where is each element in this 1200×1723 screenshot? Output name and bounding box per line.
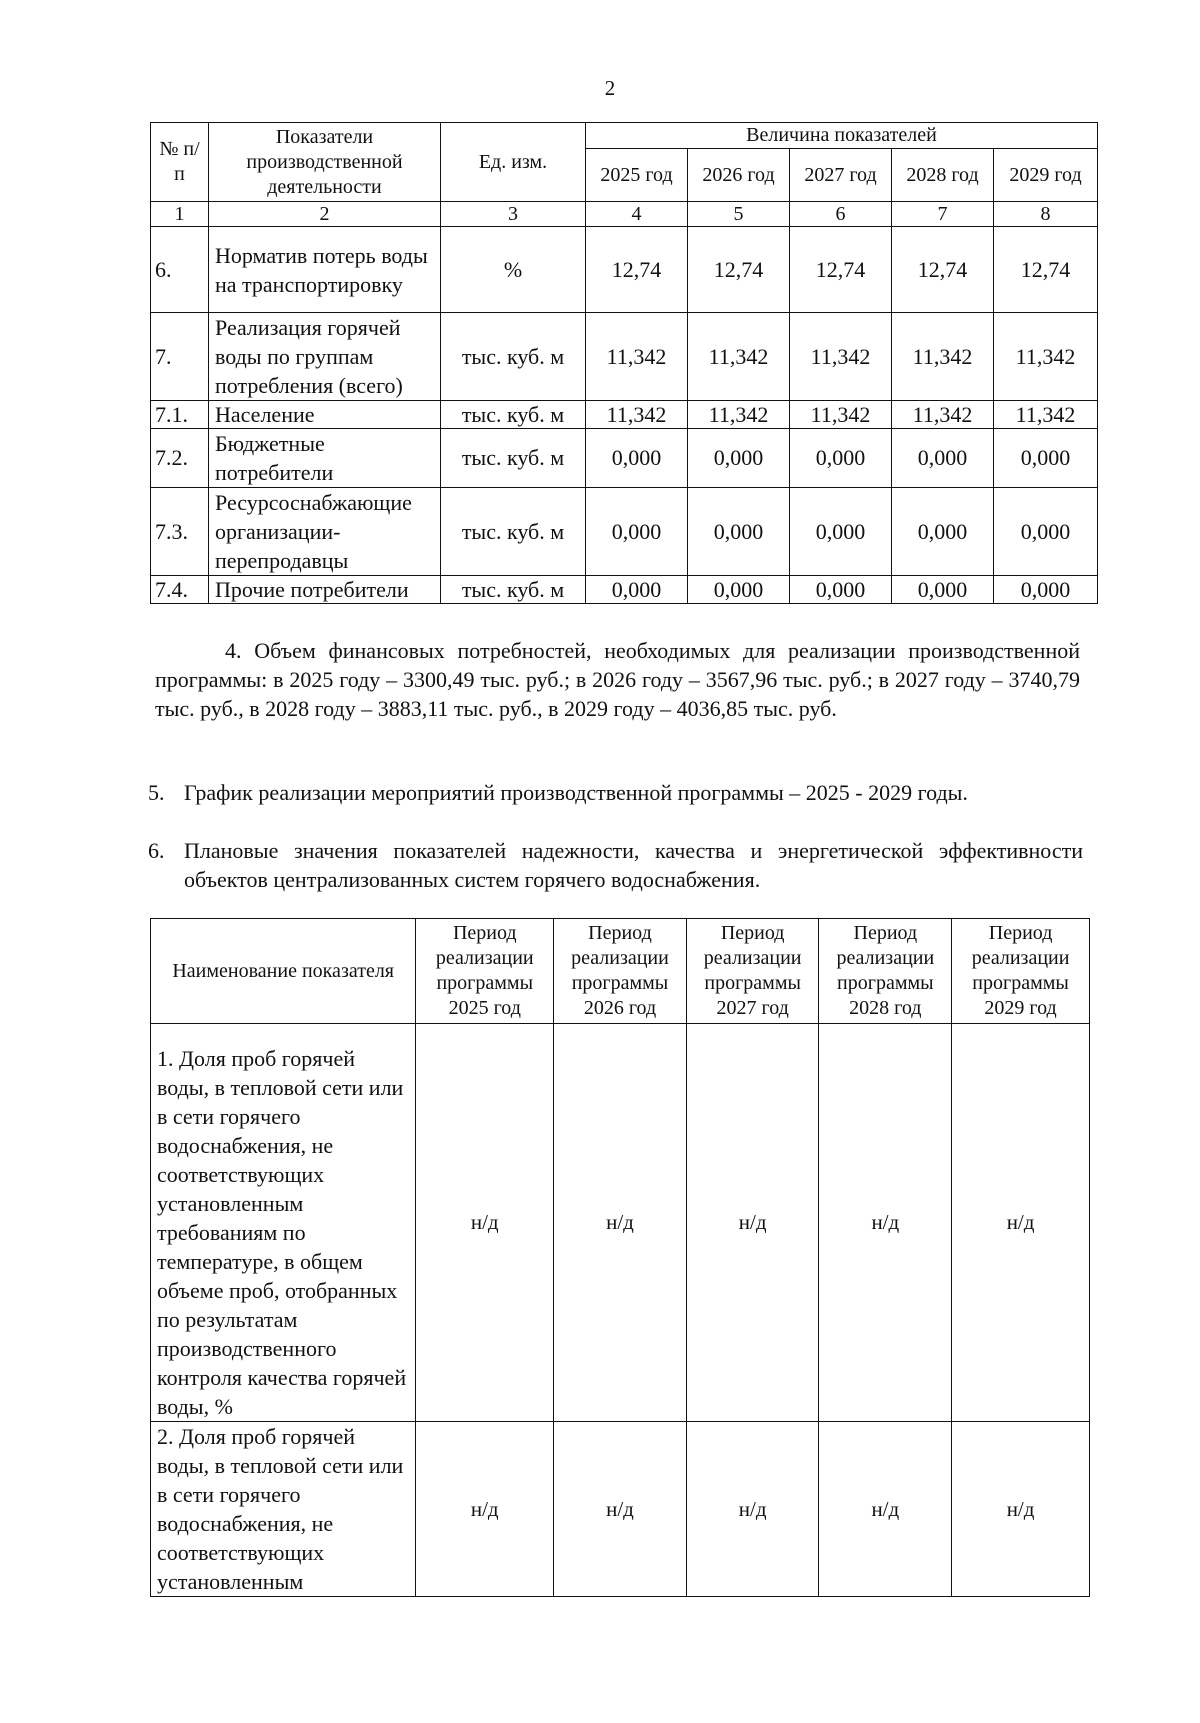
header-indicator: Показатели производственной деятельности (209, 123, 441, 202)
header-period: Период реализации программы 2029 год (952, 919, 1090, 1024)
row-value: 12,74 (790, 227, 892, 313)
production-indicators-table (150, 122, 1098, 604)
header-year: 2025 год (586, 149, 688, 202)
paragraph-planned-values (148, 836, 1083, 894)
row-number: 7. (151, 313, 209, 401)
header-indicator-name: Наименование показателя (151, 919, 416, 1024)
row-number: 7.2. (151, 429, 209, 488)
header-value-group: Величина показателей (586, 123, 1098, 149)
row-value: 0,000 (586, 429, 688, 488)
item-number: 6. (148, 838, 165, 863)
row-value: н/д (416, 1422, 554, 1597)
header-period: Период реализации программы 2026 год (554, 919, 687, 1024)
row-value: н/д (952, 1024, 1090, 1422)
table-row (151, 401, 1098, 429)
reliability-indicators-table (150, 918, 1090, 1597)
row-value: 0,000 (994, 429, 1098, 488)
row-value: 11,342 (688, 401, 790, 429)
table-header-row (151, 123, 1098, 149)
row-value: 0,000 (586, 576, 688, 604)
table-row (151, 227, 1098, 313)
row-unit: тыс. куб. м (441, 313, 586, 401)
row-number: 7.1. (151, 401, 209, 429)
row-value: 11,342 (688, 313, 790, 401)
row-value: 11,342 (586, 401, 688, 429)
row-value: 0,000 (790, 488, 892, 576)
column-number: 8 (994, 202, 1098, 227)
header-year: 2027 год (790, 149, 892, 202)
row-value: н/д (819, 1024, 952, 1422)
paragraph-financial-needs: 4. Объем финансовых потребностей, необходимых для реализации производственной программы: в 2025 году – 3300,49 тыс. руб.; в 2026 году – 3567,96 тыс. руб.; в 2027 году – 3740,79 тыс. руб., в 2028 году – 3883,11 тыс. руб., в 2029 году – 4036,85 тыс. руб. (155, 638, 1080, 721)
row-value: 0,000 (790, 576, 892, 604)
column-number: 1 (151, 202, 209, 227)
header-period: Период реализации программы 2027 год (686, 919, 819, 1024)
header-num: № п/п (151, 123, 209, 202)
row-value: 0,000 (892, 429, 994, 488)
row-value: 11,342 (994, 313, 1098, 401)
row-unit: % (441, 227, 586, 313)
item-text: График реализации мероприятий производственной программы – 2025 - 2029 годы. (184, 780, 968, 805)
row-value: 12,74 (586, 227, 688, 313)
row-number: 7.4. (151, 576, 209, 604)
column-number: 3 (441, 202, 586, 227)
header-year: 2028 год (892, 149, 994, 202)
row-value: 0,000 (688, 488, 790, 576)
column-number: 5 (688, 202, 790, 227)
row-unit: тыс. куб. м (441, 488, 586, 576)
row-value: 0,000 (994, 488, 1098, 576)
row-value: 12,74 (892, 227, 994, 313)
row-name: Прочие потребители (209, 576, 441, 604)
row-value: н/д (952, 1422, 1090, 1597)
row-value: 12,74 (688, 227, 790, 313)
row-value: 11,342 (790, 313, 892, 401)
row-name: Реализация горячей воды по группам потребления (всего) (209, 313, 441, 401)
row-name: 2. Доля проб горячей воды, в тепловой сети или в сети горячего водоснабжения, не соответствующих установленным (151, 1422, 416, 1597)
header-year: 2029 год (994, 149, 1098, 202)
row-value: 0,000 (688, 429, 790, 488)
row-value: 0,000 (892, 576, 994, 604)
paragraph-schedule (148, 778, 1083, 807)
row-value: н/д (686, 1024, 819, 1422)
column-number: 2 (209, 202, 441, 227)
table-row (151, 1422, 1090, 1597)
header-period: Период реализации программы 2025 год (416, 919, 554, 1024)
row-value: н/д (416, 1024, 554, 1422)
table-row (151, 313, 1098, 401)
header-period: Период реализации программы 2028 год (819, 919, 952, 1024)
row-value: 11,342 (586, 313, 688, 401)
row-value: 11,342 (790, 401, 892, 429)
row-value: н/д (819, 1422, 952, 1597)
row-number: 7.3. (151, 488, 209, 576)
row-name: 1. Доля проб горячей воды, в тепловой сети или в сети горячего водоснабжения, не соответствующих установленным требованиям по температуре, в общем объеме проб, отобранных по результатам производственного контроля качества горячей воды, % (151, 1024, 416, 1422)
row-value: 0,000 (892, 488, 994, 576)
column-number: 6 (790, 202, 892, 227)
table-row (151, 1024, 1090, 1422)
column-number-row (151, 202, 1098, 227)
row-value: 0,000 (688, 576, 790, 604)
row-value: 0,000 (586, 488, 688, 576)
header-year: 2026 год (688, 149, 790, 202)
row-value: 11,342 (892, 313, 994, 401)
row-name: Население (209, 401, 441, 429)
row-name: Бюджетные потребители (209, 429, 441, 488)
row-number: 6. (151, 227, 209, 313)
row-unit: тыс. куб. м (441, 429, 586, 488)
row-value: 0,000 (790, 429, 892, 488)
row-value: н/д (686, 1422, 819, 1597)
row-unit: тыс. куб. м (441, 401, 586, 429)
row-name: Ресурсоснабжающие организации-перепродавцы (209, 488, 441, 576)
row-value: 11,342 (994, 401, 1098, 429)
header-unit: Ед. изм. (441, 123, 586, 202)
table-row (151, 576, 1098, 604)
table-row (151, 488, 1098, 576)
item-text: Плановые значения показателей надежности, качества и энергетической эффективности объектов централизованных систем горячего водоснабжения. (184, 838, 1083, 892)
row-name: Норматив потерь воды на транспортировку (209, 227, 441, 313)
column-number: 4 (586, 202, 688, 227)
row-value: 11,342 (892, 401, 994, 429)
table-header-row (151, 919, 1090, 1024)
column-number: 7 (892, 202, 994, 227)
row-value: н/д (554, 1024, 687, 1422)
row-value: 12,74 (994, 227, 1098, 313)
row-value: 0,000 (994, 576, 1098, 604)
row-value: н/д (554, 1422, 687, 1597)
page-number: 2 (604, 76, 616, 100)
item-number: 5. (148, 780, 165, 805)
row-unit: тыс. куб. м (441, 576, 586, 604)
table-row (151, 429, 1098, 488)
